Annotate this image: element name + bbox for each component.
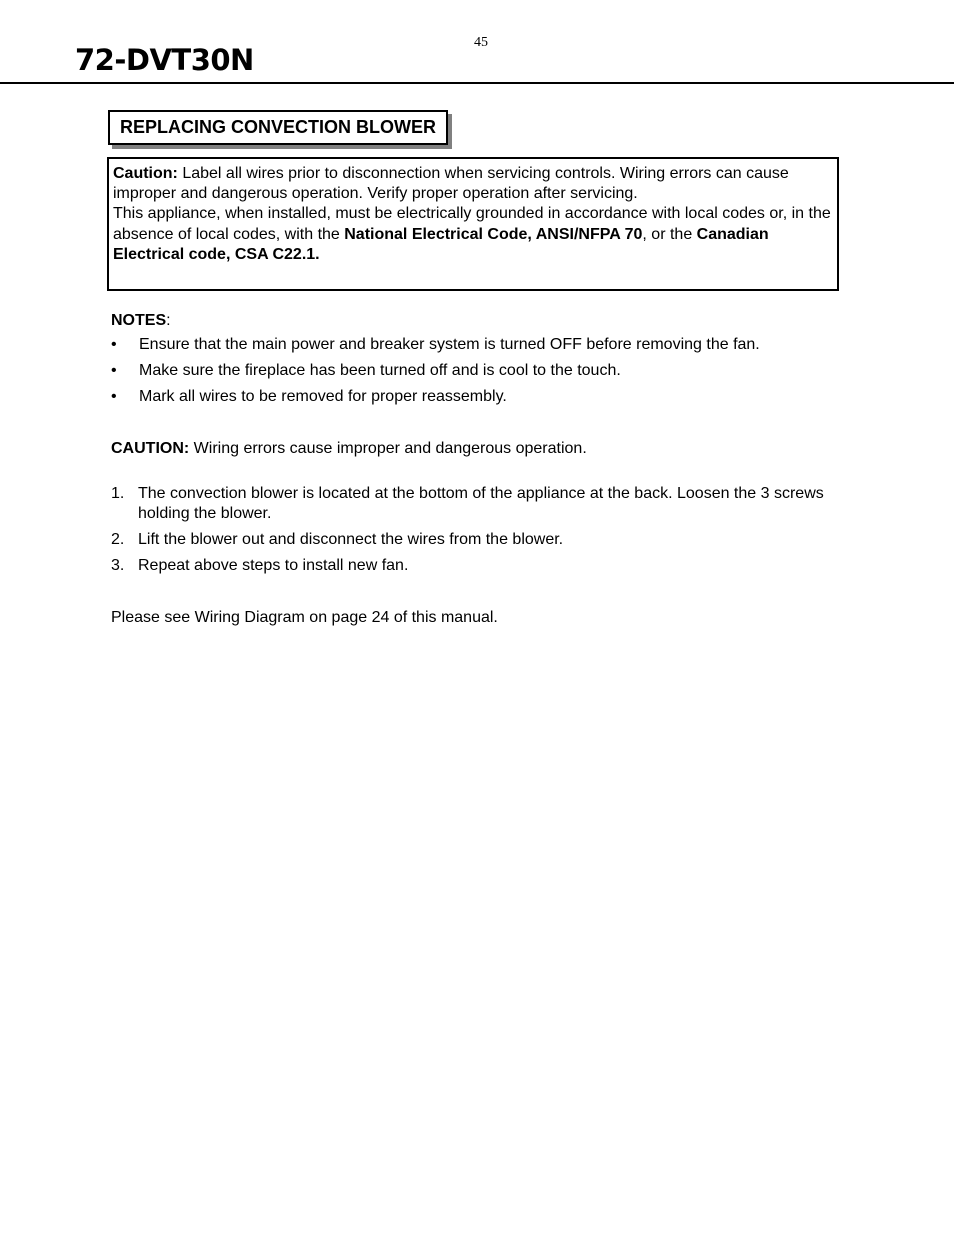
note-text: Mark all wires to be removed for proper reassembly. <box>139 388 507 405</box>
wiring-caution-label: CAUTION: <box>111 440 190 457</box>
step-number: 2. <box>111 531 125 548</box>
note-item <box>111 387 831 407</box>
notes-label: NOTES <box>111 312 167 329</box>
step-text: Repeat above steps to install new fan. <box>138 556 409 574</box>
wiring-caution-text: Wiring errors cause improper and dangerous operation. <box>189 440 587 457</box>
header-rule <box>0 82 954 84</box>
step-text: Lift the blower out and disconnect the wires from the blower. <box>138 531 564 548</box>
note-item <box>111 361 831 381</box>
bullet-icon: • <box>111 388 117 405</box>
note-item <box>111 335 831 355</box>
csa-reference: Canadian Electrical code, CSA C22.1. <box>113 225 769 263</box>
caution-text: Label all wires prior to disconnection when servicing controls. Wiring errors can cause improper and dangerous operation. Verify proper operation after servicing. <box>113 165 789 203</box>
model-title: 72-DVT30N <box>75 43 254 77</box>
step-item <box>111 484 831 524</box>
notes-heading <box>111 311 831 331</box>
bullet-icon: • <box>111 362 117 379</box>
note-text: Make sure the fireplace has been turned off and is cool to the touch. <box>139 362 621 379</box>
step-number: 3. <box>111 556 125 574</box>
notes-section <box>111 311 831 413</box>
step-item <box>111 530 831 550</box>
step-text: The convection blower is located at the bottom of the appliance at the back. Loosen the 3 screws holding the blower. <box>138 485 824 523</box>
section-heading: REPLACING CONVECTION BLOWER <box>108 110 448 145</box>
grounding-or: , or the <box>642 225 697 243</box>
nec-reference: National Electrical Code, ANSI/NFPA 70 <box>344 225 643 243</box>
wiring-caution <box>111 439 587 459</box>
grounding-paragraph <box>113 204 833 265</box>
step-item <box>111 556 831 576</box>
notes-colon: : <box>166 312 171 329</box>
bullet-icon: • <box>111 336 117 353</box>
steps-list <box>111 484 831 576</box>
note-text: Ensure that the main power and breaker system is turned OFF before removing the fan. <box>139 336 760 353</box>
caution-label: Caution: <box>113 165 178 182</box>
step-number: 1. <box>111 485 125 502</box>
caution-paragraph <box>113 164 833 204</box>
grounding-text: This appliance, when installed, must be electrically grounded in accordance with local codes or, in the absence of local codes, with the <box>113 205 831 243</box>
wiring-diagram-reference: Please see Wiring Diagram on page 24 of this manual. <box>111 609 498 626</box>
steps-section <box>111 484 831 582</box>
page-number: 45 <box>474 35 488 50</box>
notes-list <box>111 335 831 407</box>
caution-box <box>107 157 839 291</box>
